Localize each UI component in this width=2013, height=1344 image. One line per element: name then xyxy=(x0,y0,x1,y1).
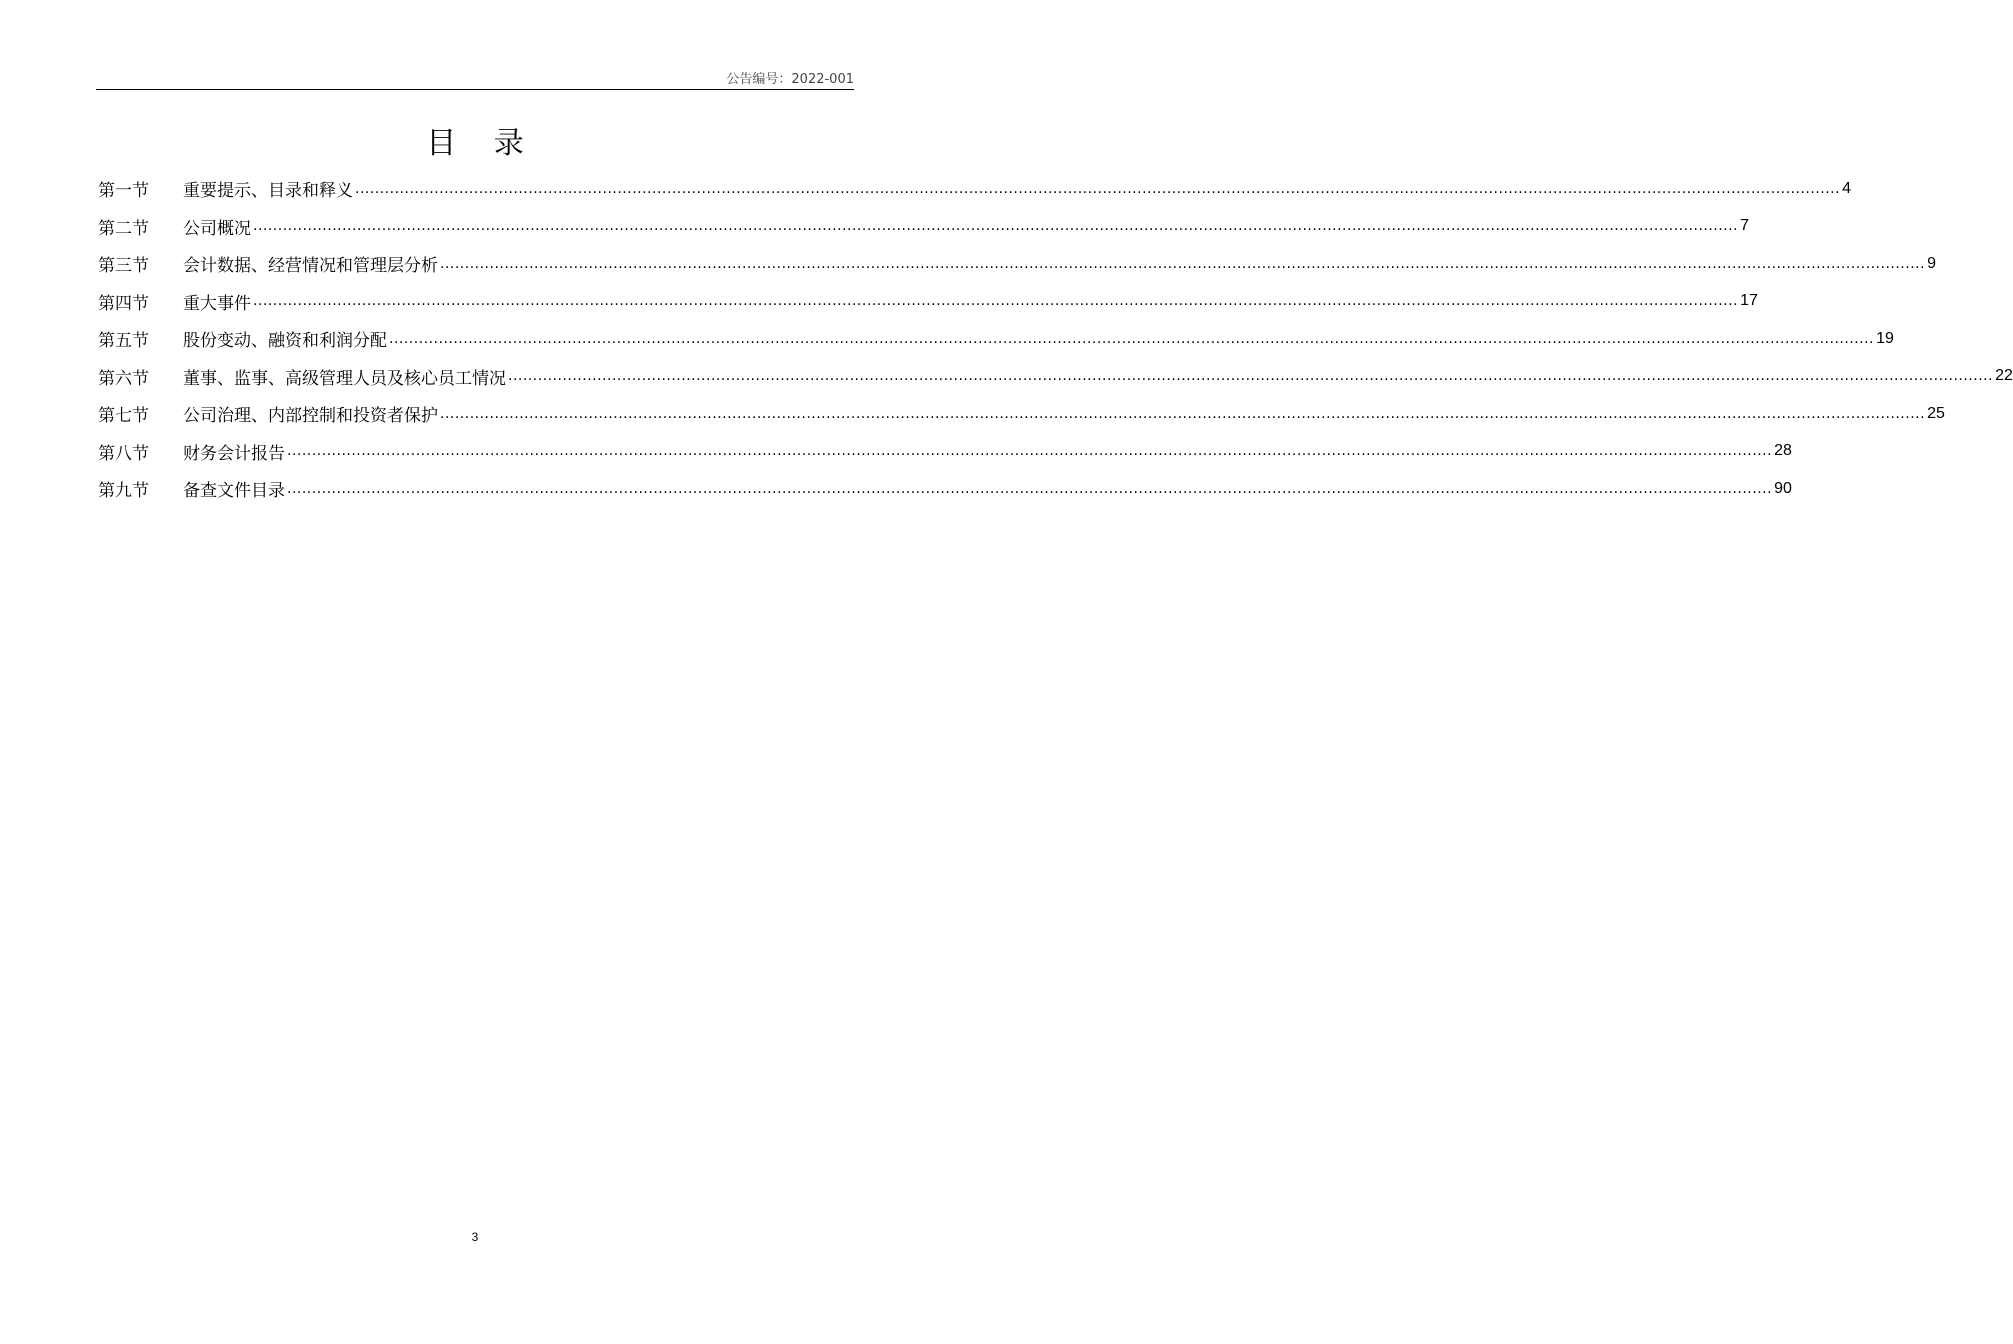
toc-entry[interactable] xyxy=(98,208,1749,246)
toc-title: 重大事件 xyxy=(183,293,251,314)
toc-section: 第二节 xyxy=(98,218,149,239)
toc-entry[interactable] xyxy=(98,433,1792,471)
toc-page: 19 xyxy=(1876,329,1894,347)
toc-title: 财务会计报告 xyxy=(183,443,285,464)
toc-leader: ............................................................................................................................................................................................................................................................................................................ xyxy=(253,218,1739,235)
toc-page: 7 xyxy=(1740,217,1749,235)
toc-title: 会计数据、经营情况和管理层分析 xyxy=(183,256,438,277)
toc-section: 第九节 xyxy=(98,481,149,502)
page-title: 目 录 xyxy=(426,126,538,161)
toc-title: 公司概况 xyxy=(183,218,251,239)
toc-entry[interactable] xyxy=(98,470,1792,508)
page-number: 3 xyxy=(471,1230,479,1244)
toc-entry[interactable] xyxy=(98,170,1851,208)
toc-section: 第五节 xyxy=(98,331,149,352)
toc-leader: ............................................................................................................................................................................................................................................................................................................ xyxy=(287,443,1773,460)
toc-section: 第八节 xyxy=(98,443,149,464)
announcement-number: 公告编号：2022-001 xyxy=(726,72,854,87)
toc-page: 9 xyxy=(1927,254,1936,272)
toc-section: 第四节 xyxy=(98,293,149,314)
toc-section: 第七节 xyxy=(98,406,149,427)
toc-page: 22 xyxy=(1995,367,2013,385)
toc-page: 90 xyxy=(1774,479,1792,497)
toc-entry[interactable] xyxy=(98,283,1758,321)
toc-page: 17 xyxy=(1740,292,1758,310)
toc-section: 第一节 xyxy=(98,181,149,202)
toc-leader: ............................................................................................................................................................................................................................................................................................................ xyxy=(440,405,1926,422)
toc-page: 28 xyxy=(1774,442,1792,460)
toc-title: 重要提示、目录和释义 xyxy=(183,181,353,202)
toc-title: 公司治理、内部控制和投资者保护 xyxy=(183,406,438,427)
toc-page: 4 xyxy=(1842,179,1851,197)
toc-entry[interactable] xyxy=(98,320,1894,358)
toc-leader: ............................................................................................................................................................................................................................................................................................................ xyxy=(389,330,1875,347)
toc-title: 股份变动、融资和利润分配 xyxy=(183,331,387,352)
toc-leader: ............................................................................................................................................................................................................................................................................................................ xyxy=(508,368,1994,385)
table-of-contents xyxy=(98,170,2013,508)
toc-leader: ............................................................................................................................................................................................................................................................................................................ xyxy=(440,255,1926,272)
toc-title: 备查文件目录 xyxy=(183,481,285,502)
toc-entry[interactable] xyxy=(98,245,1936,283)
toc-leader: ............................................................................................................................................................................................................................................................................................................ xyxy=(253,293,1739,310)
toc-leader: ............................................................................................................................................................................................................................................................................................................ xyxy=(287,480,1773,497)
toc-entry[interactable] xyxy=(98,395,1945,433)
toc-section: 第六节 xyxy=(98,368,149,389)
toc-entry[interactable] xyxy=(98,358,2013,396)
toc-page: 25 xyxy=(1927,404,1945,422)
toc-leader: ............................................................................................................................................................................................................................................................................................................ xyxy=(355,180,1841,197)
page-header xyxy=(96,66,854,90)
toc-title: 董事、监事、高级管理人员及核心员工情况 xyxy=(183,368,506,389)
toc-section: 第三节 xyxy=(98,256,149,277)
